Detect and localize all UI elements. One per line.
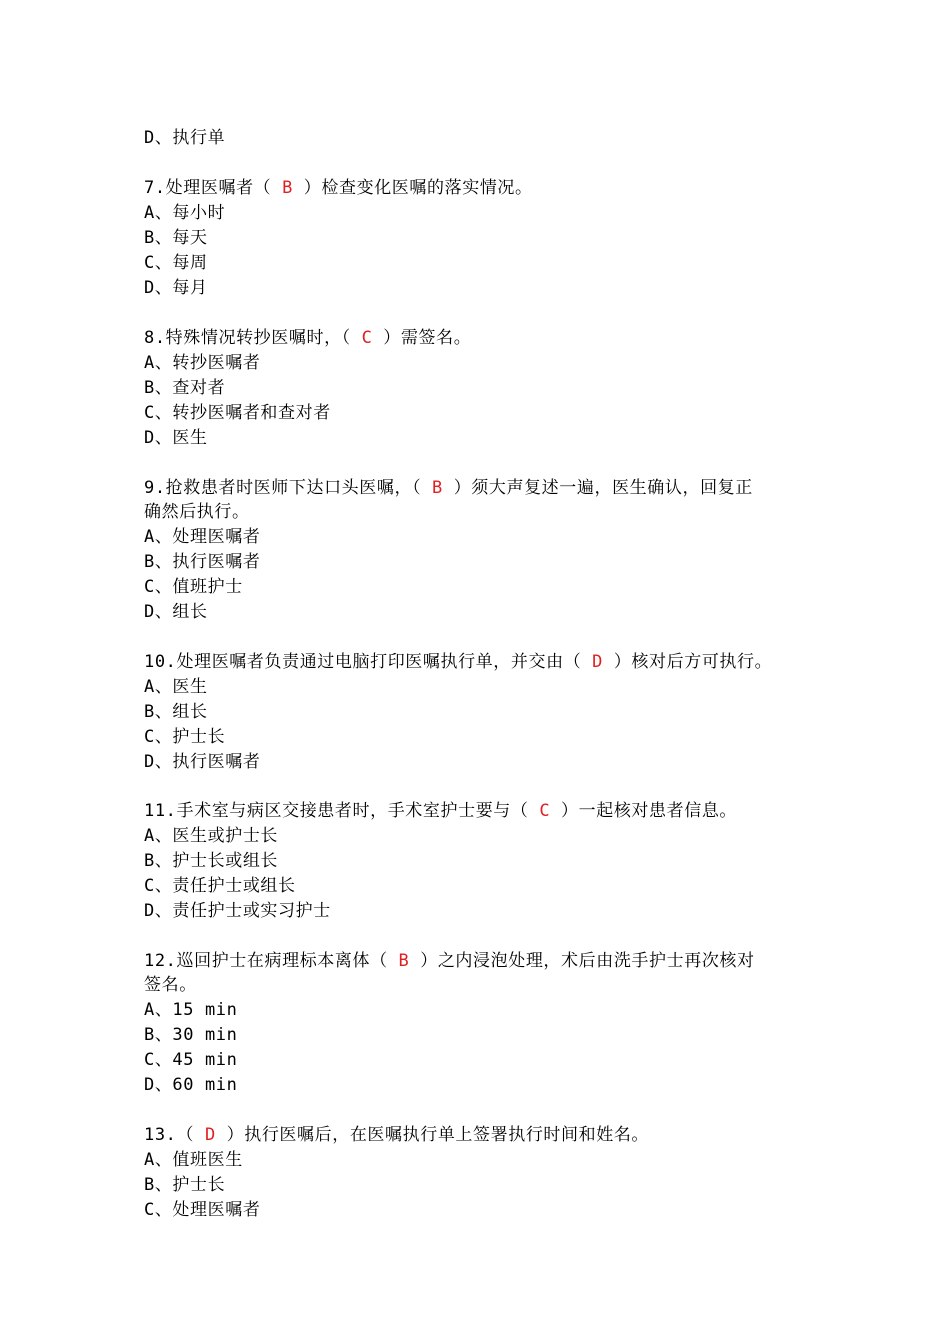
- option-text: D、责任护士或实习护士: [144, 901, 331, 921]
- option-text: A、医生或护士长: [144, 826, 279, 846]
- answer-mark: C: [528, 801, 562, 821]
- question-stem: 10.处理医嘱者负责通过电脑打印医嘱执行单，并交由（ D ）核对后方可执行。: [144, 652, 773, 672]
- option-text: A、每小时: [144, 203, 226, 223]
- question-stem: 12.巡回护士在病理标本离体（ B ）之内浸泡处理，术后由洗手护士再次核对: [144, 951, 755, 971]
- option-text: A、转抄医嘱者: [144, 353, 261, 373]
- option-text: B、每天: [144, 228, 208, 248]
- question-stem: 13.（ D ）执行医嘱后，在医嘱执行单上签署执行时间和姓名。: [144, 1125, 650, 1145]
- answer-mark: C: [350, 328, 384, 348]
- question-stem-continuation: 确然后执行。: [144, 502, 250, 522]
- option-text: C、护士长: [144, 727, 226, 747]
- option-text: D、执行单: [144, 128, 226, 148]
- option-text: A、医生: [144, 677, 208, 697]
- option-text: C、责任护士或组长: [144, 876, 296, 896]
- option-text: C、转抄医嘱者和查对者: [144, 403, 331, 423]
- answer-mark: D: [581, 652, 614, 672]
- option-text: A、值班医生: [144, 1150, 243, 1170]
- option-text: D、执行医嘱者: [144, 752, 261, 772]
- option-text: B、执行医嘱者: [144, 552, 261, 572]
- question-stem: 9.抢救患者时医师下达口头医嘱，（ B ）须大声复述一遍，医生确认，回复正: [144, 478, 753, 498]
- question-stem: 7.处理医嘱者（ B ）检查变化医嘱的落实情况。: [144, 178, 533, 198]
- question-stem: 8.特殊情况转抄医嘱时，（ C ）需签名。: [144, 328, 472, 348]
- option-text: C、45 min: [144, 1050, 238, 1070]
- option-text: C、处理医嘱者: [144, 1200, 261, 1220]
- option-text: B、护士长或组长: [144, 851, 279, 871]
- option-text: B、护士长: [144, 1175, 226, 1195]
- option-text: D、医生: [144, 428, 208, 448]
- option-text: A、处理医嘱者: [144, 527, 261, 547]
- answer-mark: B: [271, 178, 304, 198]
- answer-mark: B: [421, 478, 454, 498]
- question-stem: 11.手术室与病区交接患者时，手术室护士要与（ C ）一起核对患者信息。: [144, 801, 738, 821]
- option-text: A、15 min: [144, 1000, 238, 1020]
- answer-mark: D: [194, 1125, 227, 1145]
- option-text: C、值班护士: [144, 577, 243, 597]
- option-text: C、每周: [144, 253, 208, 273]
- option-text: D、每月: [144, 278, 208, 298]
- option-text: B、查对者: [144, 378, 226, 398]
- option-text: B、30 min: [144, 1025, 238, 1045]
- question-stem-continuation: 签名。: [144, 975, 197, 995]
- answer-mark: B: [387, 951, 421, 971]
- option-text: B、组长: [144, 702, 208, 722]
- option-text: D、组长: [144, 602, 208, 622]
- option-text: D、60 min: [144, 1075, 238, 1095]
